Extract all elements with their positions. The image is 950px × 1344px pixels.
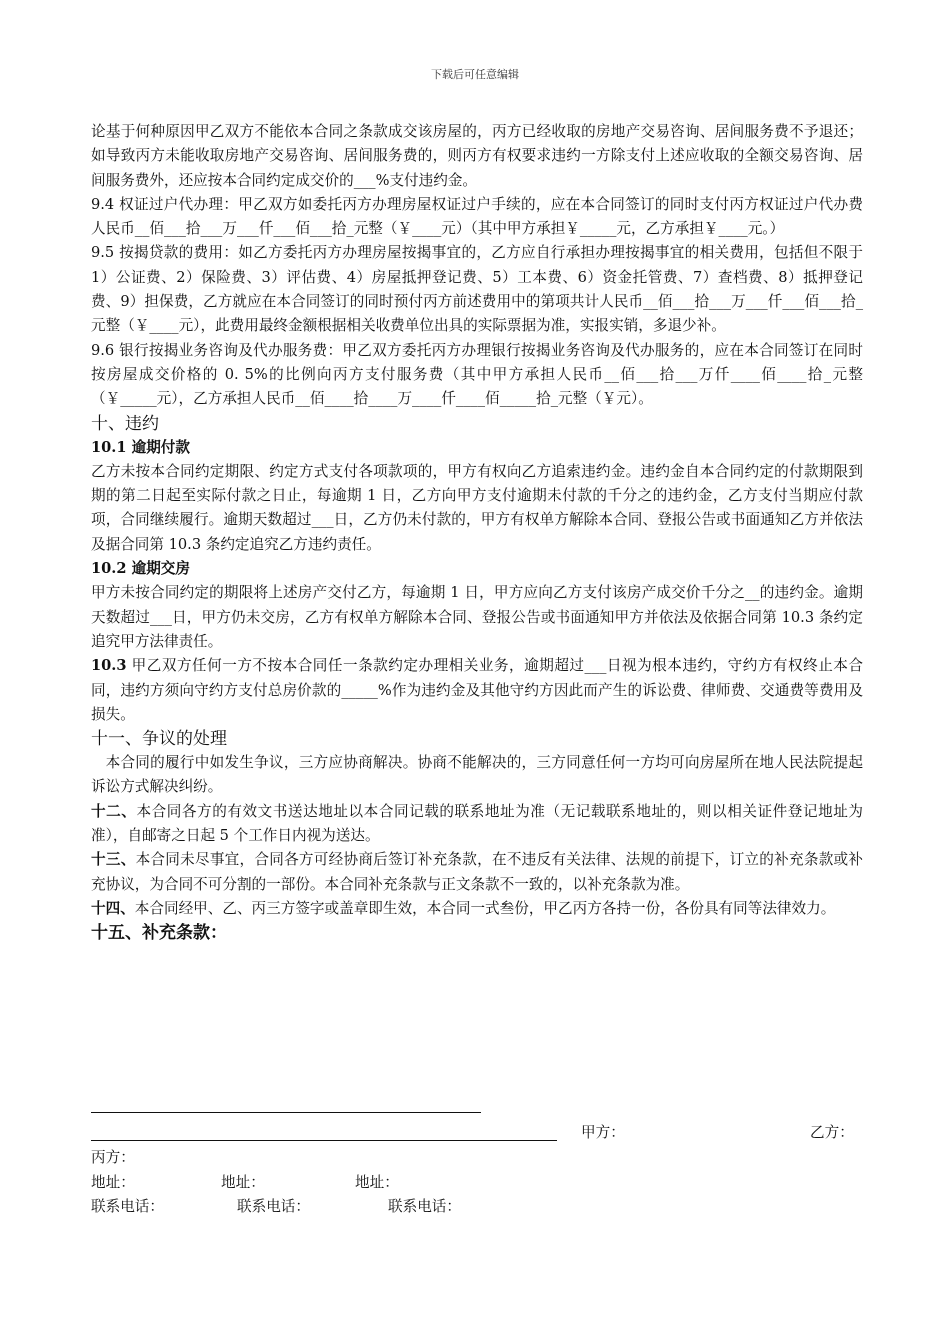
phone-label-a: 联系电话：: [91, 1198, 164, 1215]
paragraph-breach-continuation: 论基于何种原因甲乙双方不能依本合同之条款成交该房屋的，丙方已经收取的房地产交易咨询、居间服务费不予退还；如导致丙方未能收取房地产交易咨询、居间服务费的，则丙方有权要求违约一方除支付上述应收取的全额交易咨询、居间服务费外，还应按本合同约定成交价的___%支付违约金。: [91, 123, 863, 189]
document-body: [91, 120, 863, 945]
address-label-b: 地址：: [221, 1174, 265, 1191]
party-b-label: 乙方：: [810, 1124, 854, 1141]
section-10-1-text: 乙方未按本合同约定期限、约定方式支付各项款项的，甲方有权向乙方追索违约金。违约金自本合同约定的付款期限到期的第二日起至实际付款之日止，每逾期 1 日，乙方向甲方支付逾期未付款的千分之的违约金，乙方支付当期应付款项，合同继续履行。逾期天数超过___日，乙方仍未付款的，甲方有权单方解除本合同、登报公告或书面通知乙方并依法及据合同第 10.3 条约定追究乙方违约责任。: [91, 462, 863, 553]
section-14-number: 十四、: [91, 899, 135, 917]
paragraph-9-6: 9.6 银行按揭业务咨询及代办服务费：甲乙双方委托丙方办理银行按揭业务咨询及代办服务的，应在本合同签订在同时按房屋成交价格的 0. 5%的比例向丙方支付服务费（其中甲方承担人民币__佰___拾___万仟____佰____拾_元整（￥_____元），乙方承担人民币__佰____拾____万____仟____佰_____拾_元整（￥元）。: [91, 341, 863, 408]
address-label-c: 地址：: [355, 1174, 399, 1191]
section-10-3-number: 10.3: [91, 657, 127, 675]
party-a-label: 甲方：: [581, 1124, 625, 1141]
section-10-1-title: 10.1 逾期付款: [91, 438, 190, 456]
party-c-label: 丙方：: [91, 1149, 135, 1166]
section-14: [91, 897, 863, 921]
section-13: [91, 848, 863, 897]
section-12-number: 十二、: [91, 802, 137, 820]
section-12-text: 本合同各方的有效文书送达地址以本合同记载的联系地址为准（无记载联系地址的，则以相关证件登记地址为准），自邮寄之日起 5 个工作日内视为送达。: [91, 802, 863, 845]
section-13-text: 本合同未尽事宜，合同各方可经协商后签订补充条款，在不违反有关法律、法规的前提下，订立的补充条款或补充协议，为合同不可分割的一部份。本合同补充条款与正文条款不一致的，以补充条款为准。: [91, 851, 863, 893]
supplement-line-1: [91, 1112, 481, 1113]
paragraph-9-5: 9.5 按揭贷款的费用：如乙方委托丙方办理房屋按揭事宜的，乙方应自行承担办理按揭事宜的相关费用，包括但不限于 1）公证费、2）保险费、3）评估费、4）房屋抵押登记费、5）工本费、6）资金托管费、7）查档费、8）抵押登记费、9）担保费，乙方就应在本合同签订的同时预付丙方前述费用中的第项共计人民币__佰___拾___万___仟___佰___拾_元整（￥____元），此费用最终金额根据相关收费单位出具的实际票据为准，实报实销，多退少补。: [91, 244, 863, 335]
address-label-a: 地址：: [91, 1174, 135, 1191]
supplement-line-2: [91, 1140, 557, 1141]
section-11-title: 十一、争议的处理: [91, 729, 227, 750]
phone-label-b: 联系电话：: [237, 1198, 310, 1215]
section-13-number: 十三、: [91, 851, 136, 869]
section-15-title: 十五、补充条款：: [91, 923, 227, 944]
section-10-2-text: 甲方未按合同约定的期限将上述房产交付乙方，每逾期 1 日，甲方应向乙方支付该房产成交价千分之__的违约金。逾期天数超过___日，甲方仍未交房，乙方有权单方解除本合同、登报公告或书面通知甲方并依法及依据合同第 10.3 条约定追究甲方法律责任。: [91, 584, 863, 650]
phone-label-c: 联系电话：: [388, 1198, 461, 1215]
paragraph-9-4: 9.4 权证过户代办理：甲乙双方如委托丙方办理房屋权证过户手续的，应在本合同签订的同时支付丙方权证过户代办费人民币__佰___拾___万___仟___佰___拾_元整（￥____元）（其中甲方承担￥_____元，乙方承担￥____元。）: [91, 195, 863, 238]
section-14-text: 本合同经甲、乙、丙三方签字或盖章即生效，本合同一式叁份，甲乙丙方各持一份，各份具有同等法律效力。: [134, 899, 836, 917]
section-12: [91, 800, 863, 849]
section-10-title: 十、违约: [91, 413, 159, 434]
section-10-2-title: 10.2 逾期交房: [91, 560, 190, 578]
section-10-3: [91, 654, 863, 727]
page-header: 下载后可任意编辑: [431, 68, 519, 81]
section-11-text: 本合同的履行中如发生争议，三方应协商解决。协商不能解决的，三方同意任何一方均可向房屋所在地人民法院提起诉讼方式解决纠纷。: [91, 754, 863, 796]
section-10-3-text: 甲乙双方任何一方不按本合同任一条款约定办理相关业务，逾期超过___日视为根本违约，守约方有权终止本合同，违约方须向守约方支付总房价款的_____%作为违约金及其他守约方因此而产生的诉讼费、律师费、交通费等费用及损失。: [91, 657, 863, 723]
